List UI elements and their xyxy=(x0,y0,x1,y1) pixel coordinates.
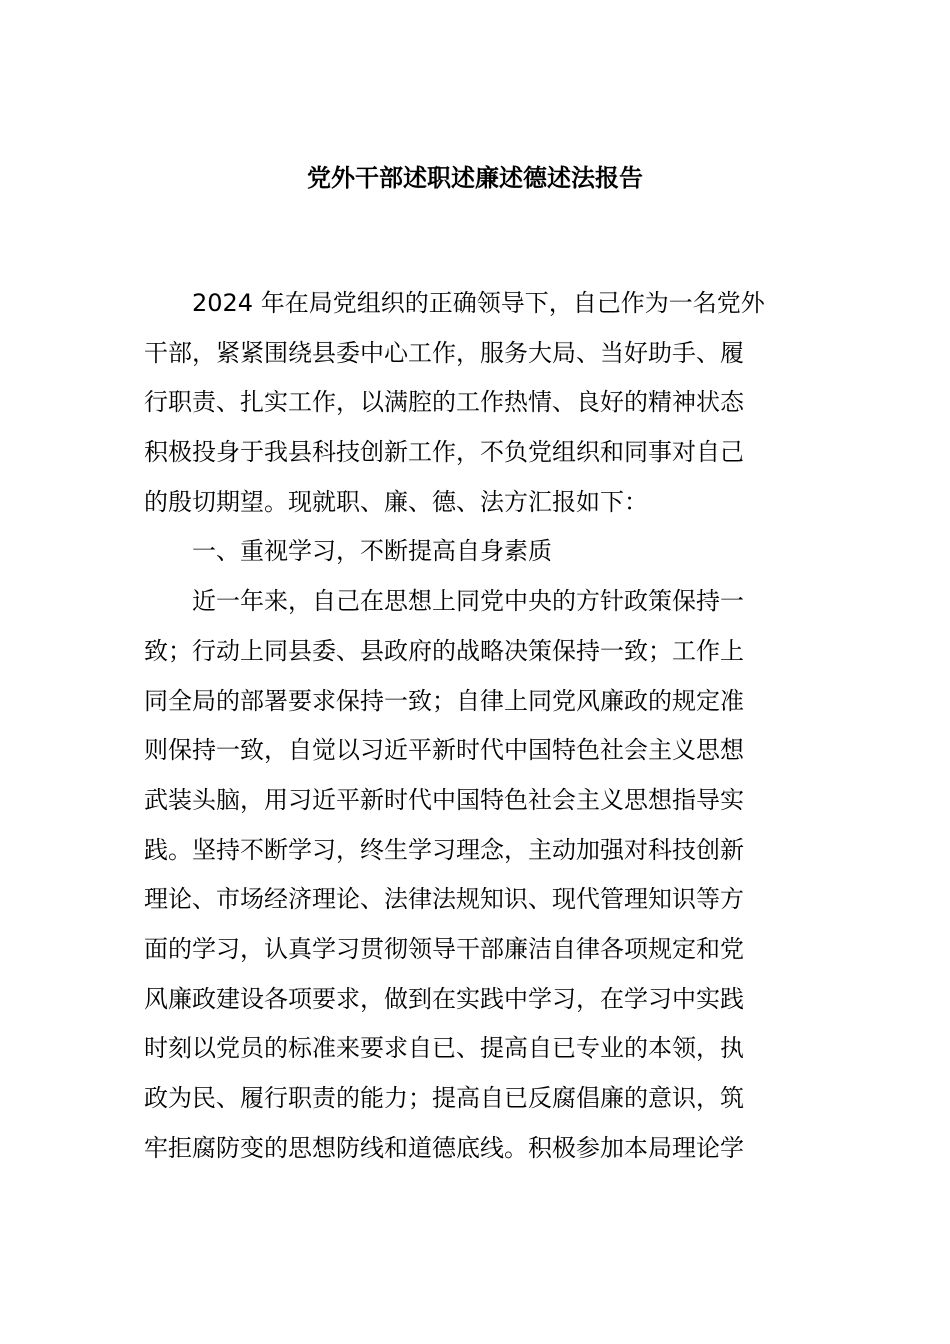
body-line: 牢拒腐防变的思想防线和道德底线。积极参加本局理论学 xyxy=(144,1133,744,1162)
body-line: 武装头脑，用习近平新时代中国特色社会主义思想指导实 xyxy=(144,785,744,814)
section-heading: 一、重视学习，不断提高自身素质 xyxy=(144,537,552,566)
document-body xyxy=(144,279,808,1173)
body-line: 积极投身于我县科技创新工作，不负党组织和同事对自己 xyxy=(144,438,744,467)
body-line: 面的学习，认真学习贯彻领导干部廉洁自律各项规定和党 xyxy=(144,934,744,963)
body-line: 则保持一致，自觉以习近平新时代中国特色社会主义思想 xyxy=(144,736,744,765)
body-line: 致；行动上同县委、县政府的战略决策保持一致；工作上 xyxy=(144,636,744,665)
body-line: 风廉政建设各项要求，做到在实践中学习，在学习中实践 xyxy=(144,984,744,1013)
body-line: 近一年来，自己在思想上同党中央的方针政策保持一 xyxy=(144,587,744,616)
body-line: 行职责、扎实工作，以满腔的工作热情、良好的精神状态 xyxy=(144,388,744,417)
body-line: 同全局的部署要求保持一致；自律上同党风廉政的规定准 xyxy=(144,686,744,715)
body-line: 理论、市场经济理论、法律法规知识、现代管理知识等方 xyxy=(144,885,744,914)
body-line: 的殷切期望。现就职、廉、德、法方汇报如下： xyxy=(144,487,648,516)
document-title: 党外干部述职述廉述德述法报告 xyxy=(307,164,643,192)
body-line: 2024 年在局党组织的正确领导下，自己作为一名党外 xyxy=(144,289,765,317)
body-line: 时刻以党员的标准来要求自已、提高自已专业的本领，执 xyxy=(144,1034,744,1063)
body-line: 干部，紧紧围绕县委中心工作，服务大局、当好助手、履 xyxy=(144,338,744,367)
body-line: 政为民、履行职责的能力；提高自已反腐倡廉的意识，筑 xyxy=(144,1084,744,1112)
body-line: 践。坚持不断学习，终生学习理念，主动加强对科技创新 xyxy=(144,835,744,864)
